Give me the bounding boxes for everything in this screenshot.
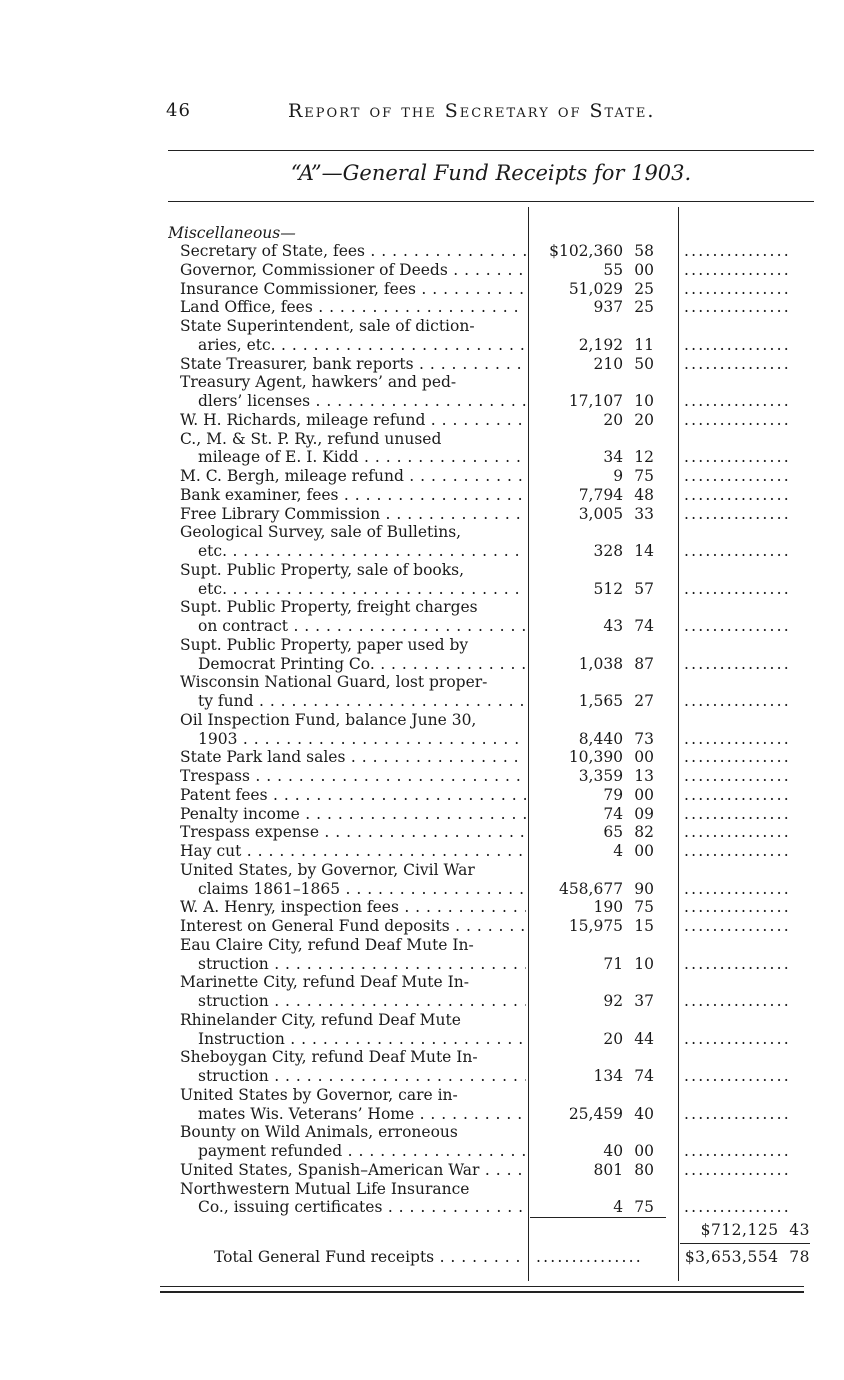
table-row bbox=[168, 261, 814, 279]
table-row bbox=[168, 373, 814, 391]
subtotal-rule bbox=[530, 1217, 666, 1218]
table-row bbox=[168, 730, 814, 748]
item-amount bbox=[536, 1105, 654, 1123]
item-amount bbox=[536, 261, 654, 279]
table-row bbox=[168, 430, 814, 448]
table-row bbox=[168, 1105, 814, 1123]
amount-cents: 20 bbox=[634, 410, 654, 429]
placeholder-dots: ............... bbox=[684, 542, 791, 560]
table-row bbox=[168, 673, 814, 691]
item-amount bbox=[536, 298, 654, 316]
item-amount bbox=[536, 730, 654, 748]
placeholder-dots: ............... bbox=[684, 410, 791, 429]
item-amount bbox=[536, 411, 654, 429]
amount-dollars: 20 bbox=[603, 410, 624, 429]
amount-cents: 44 bbox=[634, 1029, 654, 1048]
placeholder-dots: ............... bbox=[684, 692, 791, 710]
item-description: Penalty income . . . bbox=[180, 805, 526, 823]
item-amount bbox=[536, 823, 654, 841]
placeholder-dots: ............... bbox=[684, 917, 791, 935]
placeholder-dots: ............... bbox=[684, 579, 791, 598]
table-row bbox=[168, 823, 814, 841]
table-row bbox=[168, 786, 814, 804]
table-row bbox=[168, 1030, 814, 1048]
item-amount bbox=[536, 280, 654, 298]
item-description: etc. . . . bbox=[198, 580, 526, 598]
item-amount bbox=[536, 448, 654, 466]
item-description: United States, by Governor, Civil War bbox=[180, 860, 475, 879]
amount-cents: 90 bbox=[634, 879, 654, 898]
item-description: Trespass expense . . . bbox=[180, 823, 526, 841]
item-description: struction . . . bbox=[198, 955, 526, 973]
amount-dollars: 210 bbox=[593, 354, 624, 373]
table-row bbox=[168, 448, 814, 466]
item-description: United States by Governor, care in- bbox=[180, 1085, 458, 1104]
amount-dollars: 51,029 bbox=[568, 279, 624, 298]
amount-cents: 74 bbox=[634, 617, 654, 635]
amount-dollars: 15,975 bbox=[568, 917, 624, 935]
amount-cents: 50 bbox=[634, 354, 654, 373]
item-description: Secretary of State, fees . . . bbox=[180, 242, 526, 260]
item-description: Marinette City, refund Deaf Mute In- bbox=[180, 973, 469, 992]
amount-dollars: 7,794 bbox=[578, 485, 624, 504]
table-row bbox=[168, 411, 814, 429]
item-description: W. A. Henry, inspection fees . . . bbox=[180, 898, 526, 916]
table-row bbox=[168, 748, 814, 766]
table-row bbox=[168, 486, 814, 504]
table-row bbox=[168, 955, 814, 973]
item-description: payment refunded . . . bbox=[198, 1142, 526, 1160]
page-number: 46 bbox=[166, 100, 191, 121]
item-amount bbox=[536, 955, 654, 973]
item-description: Bounty on Wild Animals, erroneous bbox=[180, 1123, 458, 1142]
amount-dollars: 74 bbox=[603, 804, 624, 823]
table-row bbox=[168, 317, 814, 335]
placeholder-dots: ............... bbox=[684, 729, 791, 748]
amount-dollars: 4 bbox=[613, 842, 624, 860]
item-amount bbox=[536, 992, 654, 1010]
amount-cents: 48 bbox=[634, 485, 654, 504]
placeholder-dots: ............... bbox=[684, 1160, 791, 1179]
placeholder-dots: ............... bbox=[684, 298, 791, 317]
placeholder-dots: ............... bbox=[684, 242, 791, 260]
amount-dollars: 512 bbox=[593, 579, 624, 598]
placeholder-dots: ............... bbox=[684, 748, 791, 767]
table-row bbox=[168, 1011, 814, 1029]
table-row bbox=[168, 1086, 814, 1104]
table-row bbox=[168, 1142, 814, 1160]
item-amount bbox=[536, 355, 654, 373]
amount-cents: 57 bbox=[634, 579, 654, 598]
amount-cents: 25 bbox=[634, 279, 654, 298]
item-description: Northwestern Mutual Life Insurance bbox=[180, 1179, 470, 1198]
amount-dollars: 9 bbox=[613, 467, 624, 485]
amount-cents: 00 bbox=[634, 842, 654, 860]
table-row bbox=[168, 711, 814, 729]
item-description: State Park land sales . . . bbox=[180, 748, 526, 766]
amount-cents: 00 bbox=[634, 785, 654, 804]
item-amount bbox=[536, 617, 654, 635]
subtotal-amount bbox=[684, 1221, 810, 1239]
item-description: on contract . . . bbox=[198, 617, 526, 635]
amount-cents: 75 bbox=[634, 898, 654, 917]
placeholder-dots: ............... bbox=[684, 504, 791, 523]
item-amount bbox=[536, 786, 654, 804]
item-amount bbox=[536, 1198, 654, 1216]
placeholder-dots: ............... bbox=[684, 898, 791, 917]
table-row bbox=[168, 280, 814, 298]
item-description: State Superintendent, sale of diction- bbox=[180, 317, 475, 335]
table-row bbox=[168, 355, 814, 373]
item-description: Patent fees . . . bbox=[180, 786, 526, 804]
amount-cents: 75 bbox=[634, 1198, 654, 1217]
table-row bbox=[168, 1180, 814, 1198]
placeholder-dots: ............... bbox=[684, 335, 791, 354]
table-row bbox=[168, 898, 814, 916]
total-placeholder-dots: ............... bbox=[536, 1248, 643, 1266]
amount-cents: 37 bbox=[634, 992, 654, 1010]
placeholder-dots: ............... bbox=[684, 804, 791, 823]
amount-dollars: 10,390 bbox=[568, 748, 624, 767]
total-dollars: $3,653,554 bbox=[684, 1248, 779, 1266]
table-row bbox=[168, 392, 814, 410]
table-row bbox=[168, 1198, 814, 1216]
item-description: dlers’ licenses . . . bbox=[198, 392, 526, 410]
amount-dollars: 8,440 bbox=[578, 729, 624, 748]
table-row bbox=[168, 1067, 814, 1085]
amount-dollars: 71 bbox=[603, 954, 624, 973]
amount-dollars: 458,677 bbox=[558, 879, 624, 898]
total-cents: 78 bbox=[789, 1248, 810, 1266]
placeholder-dots: ............... bbox=[684, 767, 791, 785]
item-description: State Treasurer, bank reports . . . bbox=[180, 355, 526, 373]
amount-dollars: 65 bbox=[603, 823, 624, 842]
amount-cents: 14 bbox=[634, 542, 654, 560]
amount-dollars: 134 bbox=[593, 1067, 624, 1085]
item-description: Instruction . . . bbox=[198, 1030, 526, 1048]
item-amount bbox=[536, 467, 654, 485]
item-description: Sheboygan City, refund Deaf Mute In- bbox=[180, 1048, 478, 1067]
item-description: claims 1861–1865 . . . bbox=[198, 880, 526, 898]
amount-cents: 00 bbox=[634, 260, 654, 279]
item-amount bbox=[536, 880, 654, 898]
item-description: struction . . . bbox=[198, 992, 526, 1010]
placeholder-dots: ............... bbox=[684, 785, 791, 804]
report-title: Report of the Secretary of State. bbox=[288, 100, 656, 122]
item-description: Treasury Agent, hawkers’ and ped- bbox=[180, 373, 457, 392]
section-heading-row bbox=[168, 224, 814, 242]
placeholder-dots: ............... bbox=[684, 842, 791, 860]
amount-cents: 09 bbox=[634, 804, 654, 823]
item-description: Trespass . . . bbox=[180, 767, 526, 785]
placeholder-dots: ............... bbox=[684, 654, 791, 673]
item-description: Bank examiner, fees . . . bbox=[180, 486, 526, 504]
placeholder-dots: ............... bbox=[684, 1142, 791, 1160]
item-amount bbox=[536, 655, 654, 673]
item-description: Co., issuing certificates . . . bbox=[198, 1198, 526, 1216]
table-row bbox=[168, 336, 814, 354]
total-label: Total General Fund receipts . . . bbox=[214, 1247, 526, 1267]
item-description: W. H. Richards, mileage refund . . . bbox=[180, 411, 526, 429]
item-description: Geological Survey, sale of Bulletins, bbox=[180, 523, 462, 542]
header-rule bbox=[168, 150, 814, 151]
title-rule bbox=[168, 201, 814, 202]
item-description: Hay cut . . . bbox=[180, 842, 526, 860]
placeholder-dots: ............... bbox=[684, 954, 791, 973]
item-amount bbox=[536, 692, 654, 710]
item-description: ty fund . . . bbox=[198, 692, 526, 710]
item-amount bbox=[536, 898, 654, 916]
table-row bbox=[168, 973, 814, 991]
item-amount bbox=[536, 842, 654, 860]
page-header bbox=[0, 100, 844, 130]
table-row bbox=[168, 1048, 814, 1066]
amount-cents: 33 bbox=[634, 504, 654, 523]
placeholder-dots: ............... bbox=[684, 992, 791, 1010]
item-description: United States, Spanish–American War . . . bbox=[180, 1161, 526, 1179]
total-amount bbox=[684, 1247, 810, 1267]
item-description: Supt. Public Property, sale of books, bbox=[180, 560, 465, 579]
item-description: mileage of E. I. Kidd . . . bbox=[198, 448, 526, 466]
total-rule bbox=[680, 1243, 810, 1244]
item-amount bbox=[536, 242, 654, 260]
amount-dollars: 55 bbox=[603, 260, 624, 279]
placeholder-dots: ............... bbox=[684, 1104, 791, 1123]
table-row bbox=[168, 655, 814, 673]
table-row bbox=[168, 1161, 814, 1179]
amount-cents: 87 bbox=[634, 654, 654, 673]
item-description: Insurance Commissioner, fees . . . bbox=[180, 280, 526, 298]
item-description: M. C. Bergh, mileage refund . . . bbox=[180, 467, 526, 485]
amount-cents: 12 bbox=[634, 448, 654, 467]
amount-cents: 75 bbox=[634, 467, 654, 485]
amount-dollars: 190 bbox=[593, 898, 624, 917]
table-row bbox=[168, 992, 814, 1010]
subtotal-dollars: $712,125 bbox=[700, 1221, 779, 1239]
table-row bbox=[168, 861, 814, 879]
table-row bbox=[168, 936, 814, 954]
table-row bbox=[168, 561, 814, 579]
item-description: Supt. Public Property, paper used by bbox=[180, 635, 469, 654]
table-row bbox=[168, 298, 814, 316]
item-description: Free Library Commission . . . bbox=[180, 505, 526, 523]
table-row bbox=[168, 805, 814, 823]
item-amount bbox=[536, 486, 654, 504]
item-amount bbox=[536, 542, 654, 560]
item-amount bbox=[536, 1067, 654, 1085]
amount-cents: 40 bbox=[634, 1104, 654, 1123]
amount-dollars: 801 bbox=[593, 1160, 624, 1179]
amount-cents: 27 bbox=[634, 692, 654, 710]
item-amount bbox=[536, 580, 654, 598]
placeholder-dots: ............... bbox=[684, 467, 791, 485]
table-row bbox=[168, 692, 814, 710]
amount-dollars: 20 bbox=[603, 1029, 624, 1048]
table-title: “A”—General Fund Receipts for 1903. bbox=[290, 161, 692, 185]
placeholder-dots: ............... bbox=[684, 1198, 791, 1217]
placeholder-dots: ............... bbox=[684, 279, 791, 298]
subtotal-cents: 43 bbox=[789, 1221, 810, 1239]
amount-dollars: 3,359 bbox=[578, 767, 624, 785]
placeholder-dots: ............... bbox=[684, 617, 791, 635]
item-description: Oil Inspection Fund, balance June 30, bbox=[180, 710, 477, 729]
item-amount bbox=[536, 1142, 654, 1160]
item-amount bbox=[536, 505, 654, 523]
placeholder-dots: ............... bbox=[684, 1029, 791, 1048]
placeholder-dots: ............... bbox=[684, 1067, 791, 1085]
receipts-table bbox=[168, 207, 814, 1287]
placeholder-dots: ............... bbox=[684, 823, 791, 842]
amount-dollars: 43 bbox=[603, 617, 624, 635]
table-row bbox=[168, 542, 814, 560]
placeholder-dots: ............... bbox=[684, 354, 791, 373]
item-amount bbox=[536, 917, 654, 935]
amount-dollars: 328 bbox=[593, 542, 624, 560]
amount-dollars: $102,360 bbox=[549, 242, 624, 260]
table-row bbox=[168, 880, 814, 898]
item-description: Rhinelander City, refund Deaf Mute bbox=[180, 1010, 461, 1029]
item-description: Democrat Printing Co. . . . bbox=[198, 655, 526, 673]
amount-dollars: 79 bbox=[603, 785, 624, 804]
item-description: 1903 . . . bbox=[198, 730, 526, 748]
amount-cents: 74 bbox=[634, 1067, 654, 1085]
amount-cents: 10 bbox=[634, 392, 654, 410]
amount-cents: 13 bbox=[634, 767, 654, 785]
amount-cents: 25 bbox=[634, 298, 654, 317]
item-description: struction . . . bbox=[198, 1067, 526, 1085]
amount-dollars: 34 bbox=[603, 448, 624, 467]
amount-dollars: 937 bbox=[593, 298, 624, 317]
item-description: aries, etc. . . . bbox=[198, 336, 526, 354]
amount-dollars: 17,107 bbox=[568, 392, 624, 410]
item-description: Eau Claire City, refund Deaf Mute In- bbox=[180, 935, 474, 954]
amount-cents: 11 bbox=[634, 335, 654, 354]
amount-cents: 00 bbox=[634, 748, 654, 767]
item-description: Interest on General Fund deposits . . . bbox=[180, 917, 526, 935]
item-description: mates Wis. Veterans’ Home . . . bbox=[198, 1105, 526, 1123]
amount-dollars: 4 bbox=[613, 1198, 624, 1217]
amount-cents: 82 bbox=[634, 823, 654, 842]
table-row bbox=[168, 636, 814, 654]
placeholder-dots: ............... bbox=[684, 879, 791, 898]
placeholder-dots: ............... bbox=[684, 260, 791, 279]
item-description: Land Office, fees . . . bbox=[180, 298, 526, 316]
amount-cents: 10 bbox=[634, 954, 654, 973]
placeholder-dots: ............... bbox=[684, 485, 791, 504]
item-amount bbox=[536, 336, 654, 354]
item-description: Supt. Public Property, freight charges bbox=[180, 598, 478, 617]
item-amount bbox=[536, 805, 654, 823]
amount-cents: 73 bbox=[634, 729, 654, 748]
bottom-rule-thick bbox=[160, 1291, 804, 1293]
table-row bbox=[168, 617, 814, 635]
table-row bbox=[168, 467, 814, 485]
table-row bbox=[168, 1123, 814, 1141]
item-description: Governor, Commissioner of Deeds . . . bbox=[180, 261, 526, 279]
item-amount bbox=[536, 748, 654, 766]
amount-cents: 15 bbox=[634, 917, 654, 935]
amount-cents: 80 bbox=[634, 1160, 654, 1179]
item-description: Wisconsin National Guard, lost proper- bbox=[180, 673, 488, 692]
section-heading: Miscellaneous— bbox=[168, 224, 296, 242]
item-amount bbox=[536, 1161, 654, 1179]
table-row bbox=[168, 580, 814, 598]
bottom-rule-thin bbox=[160, 1286, 804, 1287]
table-row bbox=[168, 917, 814, 935]
table-row bbox=[168, 505, 814, 523]
placeholder-dots: ............... bbox=[684, 392, 791, 410]
amount-dollars: 92 bbox=[603, 992, 624, 1010]
amount-dollars: 2,192 bbox=[578, 335, 624, 354]
table-row bbox=[168, 242, 814, 260]
table-row bbox=[168, 842, 814, 860]
amount-dollars: 3,005 bbox=[578, 504, 624, 523]
item-amount bbox=[536, 767, 654, 785]
subtotal-row bbox=[168, 1221, 814, 1239]
table-row bbox=[168, 523, 814, 541]
item-amount bbox=[536, 1030, 654, 1048]
item-amount bbox=[536, 392, 654, 410]
placeholder-dots: ............... bbox=[684, 448, 791, 467]
amount-cents: 58 bbox=[634, 242, 654, 260]
table-row bbox=[168, 767, 814, 785]
amount-dollars: 1,038 bbox=[578, 654, 624, 673]
item-description: etc. . . . bbox=[198, 542, 526, 560]
amount-dollars: 25,459 bbox=[568, 1104, 624, 1123]
amount-dollars: 40 bbox=[603, 1142, 624, 1160]
amount-dollars: 1,565 bbox=[578, 692, 624, 710]
table-row bbox=[168, 598, 814, 616]
total-row bbox=[168, 1247, 814, 1267]
item-description: C., M. & St. P. Ry., refund unused bbox=[180, 429, 442, 448]
amount-cents: 00 bbox=[634, 1142, 654, 1160]
